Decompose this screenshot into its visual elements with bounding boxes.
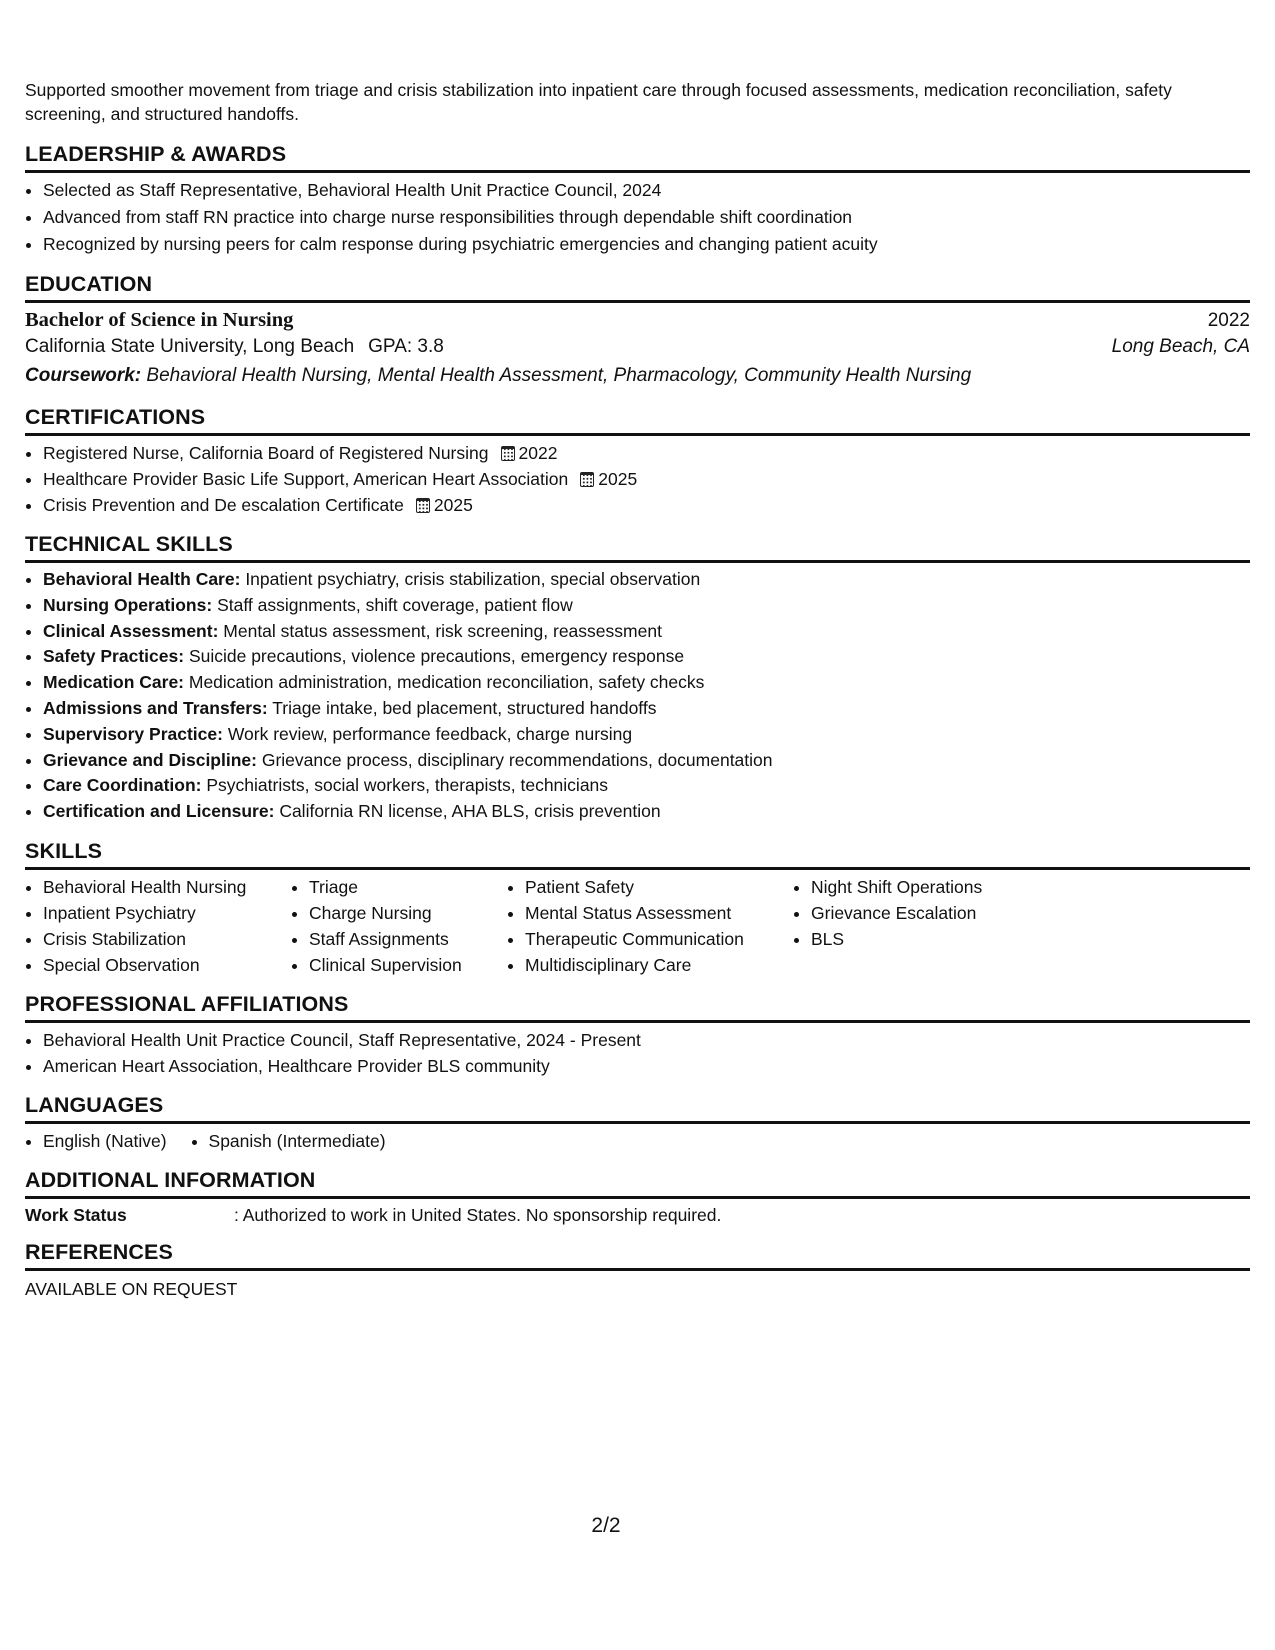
skill-text: Staff assignments, shift coverage, patient flow [217, 594, 573, 615]
skill-label: Certification and Licensure: [43, 801, 275, 822]
section-title-affiliations: PROFESSIONAL AFFILIATIONS [25, 992, 1250, 1023]
list-item: • Advanced from staff RN practice into charge nurse responsibilities through dependable shift coordination [43, 204, 1250, 231]
coursework-text: Behavioral Health Nursing, Mental Health Assessment, Pharmacology, Community Health Nursing [146, 365, 972, 386]
degree: Bachelor of Science in Nursing [25, 309, 294, 331]
certifications-section [25, 405, 1250, 518]
list-item: • Inpatient Psychiatry [43, 900, 291, 926]
list-item: • Spanish (Intermediate) [209, 1128, 386, 1154]
list-item [43, 670, 1250, 696]
skill-label: Admissions and Transfers: [43, 697, 268, 718]
calendar-icon [501, 446, 515, 461]
resume-page [25, 78, 1250, 1314]
list-item [43, 593, 1250, 619]
list-item: • Triage [309, 874, 507, 900]
skill-text: Medication administration, medication reconciliation, safety checks [188, 672, 705, 693]
language-list [191, 1128, 386, 1154]
skill-label: Clinical Assessment: [43, 620, 219, 641]
skill-text: Inpatient psychiatry, crisis stabilization, special observation [245, 569, 701, 589]
references-text: AVAILABLE ON REQUEST [25, 1278, 238, 1299]
graduation-year: 2022 [1207, 310, 1250, 331]
list-item: • Behavioral Health Nursing [43, 874, 291, 900]
cert-name: Crisis Prevention and De escalation Certificate [43, 495, 404, 515]
skills-column [25, 874, 291, 978]
section-title-certifications: CERTIFICATIONS [25, 405, 1250, 436]
skill-label: Behavioral Health Care: [43, 569, 241, 589]
skill-label: Medication Care: [43, 672, 184, 693]
section-title-technical-skills: TECHNICAL SKILLS [25, 532, 1250, 563]
school-name: California State University, Long Beach [25, 336, 355, 357]
skill-label: Care Coordination: [43, 775, 202, 796]
list-item [43, 567, 1250, 593]
work-status-row [25, 1205, 1250, 1226]
calendar-icon [416, 498, 430, 513]
languages-row [25, 1128, 1250, 1154]
school-location: Long Beach, CA [1111, 336, 1250, 357]
list-item [43, 644, 1250, 670]
section-title-languages: LANGUAGES [25, 1093, 1250, 1124]
list-item [43, 466, 1250, 492]
skills-section [25, 839, 1250, 978]
skill-label: Grievance and Discipline: [43, 749, 257, 770]
cert-name: Registered Nurse, California Board of Registered Nursing [43, 443, 489, 463]
section-title-additional: ADDITIONAL INFORMATION [25, 1168, 1250, 1199]
list-item [43, 748, 1250, 774]
skill-text: Psychiatrists, social workers, therapists, technicians [206, 775, 609, 796]
section-title-leadership: LEADERSHIP & AWARDS [25, 142, 1250, 173]
list-item [43, 799, 1250, 825]
intro-paragraph: Supported smoother movement from triage and crisis stabilization into inpatient care through focused assessments, medication reconciliation, safety screening, and structured handoffs. [25, 80, 1172, 124]
cert-name: Healthcare Provider Basic Life Support, American Heart Association [43, 469, 569, 489]
list-item: • Recognized by nursing peers for calm response during psychiatric emergencies and changing patient acuity [43, 231, 1250, 258]
cert-year: 2025 [598, 469, 638, 489]
cert-year: 2022 [518, 443, 558, 463]
skill-text: Grievance process, disciplinary recommendations, documentation [261, 749, 773, 770]
education-school-row [25, 332, 1250, 361]
cert-year: 2025 [433, 495, 473, 515]
list-item: • English (Native) [43, 1128, 167, 1154]
work-status-value: : Authorized to work in United States. No sponsorship required. [234, 1204, 722, 1225]
work-status-label: Work Status [25, 1204, 127, 1225]
skill-text: California RN license, AHA BLS, crisis prevention [279, 801, 661, 822]
list-item: • Crisis Stabilization [43, 926, 291, 952]
language-list [25, 1128, 167, 1154]
list-item [43, 722, 1250, 748]
references-section [25, 1240, 1250, 1300]
list-item: • Grievance Escalation [811, 900, 1071, 926]
calendar-icon [580, 472, 594, 487]
additional-info-section [25, 1168, 1250, 1226]
affiliations-section [25, 992, 1250, 1079]
list-item: • American Heart Association, Healthcare Provider BLS community [43, 1053, 1250, 1079]
section-title-references: REFERENCES [25, 1240, 1250, 1271]
list-item [43, 619, 1250, 645]
education-section [25, 272, 1250, 391]
list-item: • Behavioral Health Unit Practice Council, Staff Representative, 2024 - Present [43, 1027, 1250, 1053]
list-item: • Multidisciplinary Care [525, 952, 793, 978]
coursework-label: Coursework: [25, 365, 142, 386]
list-item: • Staff Assignments [309, 926, 507, 952]
skill-text: Work review, performance feedback, charge nursing [227, 723, 633, 744]
certifications-list [25, 440, 1250, 518]
skill-text: Mental status assessment, risk screening, reassessment [223, 620, 662, 641]
skills-column [291, 874, 507, 978]
education-header-row [25, 309, 1250, 332]
leadership-list [25, 177, 1250, 258]
gpa: GPA: 3.8 [368, 336, 444, 357]
list-item: • Night Shift Operations [811, 874, 1071, 900]
affiliations-list [25, 1027, 1250, 1079]
list-item: • Therapeutic Communication [525, 926, 793, 952]
technical-skills-section [25, 532, 1250, 825]
section-title-skills: SKILLS [25, 839, 1250, 870]
list-item: • BLS [811, 926, 1071, 952]
list-item: • Clinical Supervision [309, 952, 507, 978]
skill-label: Safety Practices: [43, 646, 185, 667]
list-item: • Patient Safety [525, 874, 793, 900]
section-title-education: EDUCATION [25, 272, 1250, 303]
languages-section [25, 1093, 1250, 1154]
skills-column [793, 874, 1071, 978]
list-item [43, 696, 1250, 722]
coursework-line [25, 361, 1250, 391]
list-item [43, 492, 1250, 518]
list-item [43, 773, 1250, 799]
list-item: • Special Observation [43, 952, 291, 978]
page-number: 2/2 [591, 1514, 621, 1537]
skill-text: Triage intake, bed placement, structured handoffs [272, 697, 657, 718]
skills-grid [25, 874, 1250, 978]
skill-label: Nursing Operations: [43, 594, 213, 615]
skill-text: Suicide precautions, violence precautions, emergency response [188, 646, 685, 667]
skills-column [507, 874, 793, 978]
skill-label: Supervisory Practice: [43, 723, 223, 744]
list-item [43, 440, 1250, 466]
list-item: • Charge Nursing [309, 900, 507, 926]
list-item: • Selected as Staff Representative, Behavioral Health Unit Practice Council, 2024 [43, 177, 1250, 204]
list-item: • Mental Status Assessment [525, 900, 793, 926]
leadership-section [25, 142, 1250, 258]
technical-skills-list [25, 567, 1250, 825]
